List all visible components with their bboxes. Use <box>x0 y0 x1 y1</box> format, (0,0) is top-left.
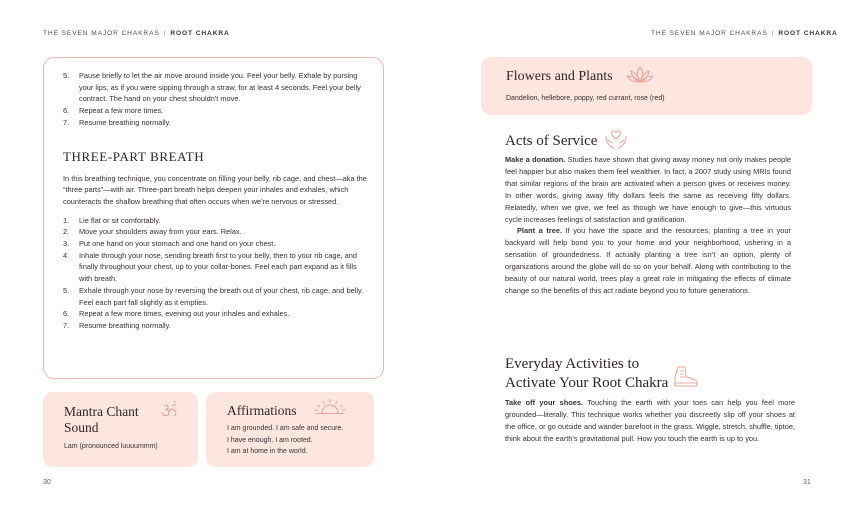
mantra-title-line2: Sound <box>64 420 99 435</box>
donation-lead: Make a donation. <box>505 155 566 164</box>
continued-step <box>63 105 369 117</box>
three-part-breath-step <box>63 238 369 250</box>
shoes-lead: Take off your shoes. <box>505 398 584 407</box>
step-text: Lie flat or sit comfortably. <box>79 215 161 225</box>
affirmations-card <box>206 392 374 467</box>
running-head <box>651 30 838 37</box>
affirmation-line: I am at home in the world. <box>227 448 308 455</box>
three-part-breath-step <box>63 226 369 238</box>
three-part-breath-step <box>63 250 369 285</box>
running-head-separator: | <box>771 30 775 37</box>
step-number: 3. <box>63 239 70 249</box>
running-head-chapter: ROOT CHAKRA <box>778 30 838 37</box>
affirmation-line: I am grounded. I am safe and secure. <box>227 425 344 432</box>
three-part-breath-step <box>63 308 369 320</box>
donation-paragraph <box>505 154 791 225</box>
mantra-card <box>43 392 198 467</box>
three-part-breath-steps <box>63 215 369 332</box>
affirmations-lines <box>227 423 343 458</box>
tree-text: If you have the space and the resources, planting a tree in your backyard will help bond you to your home and your neighborhood, ushering in a sensation of groundedness. If actually planting a tree isn’t an option, plenty of organizations around the globe will do so on your behalf. Along with contributing to the beauty of our natural world, trees play a great role in mitigating the effects of climate change so the benefits of this act radiate beyond you to future generations. <box>505 226 791 295</box>
step-number: 7. <box>63 117 70 127</box>
step-number: 4. <box>63 250 70 260</box>
sunrise-icon <box>313 398 347 416</box>
step-number: 5. <box>63 285 70 295</box>
mantra-title <box>64 404 139 436</box>
continued-step <box>63 117 369 129</box>
everyday-activities-body <box>505 397 795 445</box>
flowers-title: Flowers and Plants <box>506 69 613 84</box>
step-text: Repeat a few more times. <box>79 106 164 116</box>
right-page <box>427 0 855 513</box>
tree-paragraph <box>505 225 791 296</box>
lotus-icon <box>626 65 654 85</box>
step-text: Pause briefly to let the air move around inside you. Feel your belly. Exhale by pursing your lips, as if you were sipping through a straw, for at least 4 seconds. Feel your belly contract. The hand on your chest shouldn't move. <box>79 71 361 104</box>
running-head-chapter: ROOT CHAKRA <box>170 30 230 37</box>
left-page <box>0 0 427 513</box>
step-text: Put one hand on your stomach and one hand on your chest. <box>79 239 276 249</box>
page-number: 30 <box>43 479 51 486</box>
everyday-title-line2: Activate Your Root Chakra <box>505 375 669 391</box>
affirmation-line: I have enough. I am rooted. <box>227 436 313 444</box>
heart-hands-icon <box>604 128 628 150</box>
om-icon <box>160 400 180 418</box>
flowers-text: Dandelion, hellebore, poppy, red currant, rose (red) <box>506 95 665 102</box>
affirmations-title: Affirmations <box>227 403 297 418</box>
running-head-book: THE SEVEN MAJOR CHAKRAS <box>43 30 160 37</box>
step-number: 1. <box>63 215 70 225</box>
step-text: Move your shoulders away from your ears. Relax. <box>79 227 242 237</box>
step-number: 6. <box>63 106 70 116</box>
continued-step <box>63 70 369 105</box>
hiking-boot-icon <box>672 365 700 391</box>
three-part-breath-step <box>63 215 369 227</box>
three-part-breath-heading: THREE-PART BREATH <box>63 148 205 164</box>
donation-text: Studies have shown that giving away money not only makes people feel happier but also makes them feel wealthier. In fact, a 2007 study using MRIs found that similar regions of the brain are activated when a person gives or receives money. In other words, giving away fifty dollars feels the same as receiving fifty dollars. Relatedly, when we give, we feel as though we have enough to give—this virtuous cycle increases feelings of satisfaction and gratification. <box>505 155 791 224</box>
mantra-title-line1: Mantra Chant <box>64 404 139 419</box>
flowers-card <box>481 57 812 115</box>
everyday-activities-title <box>505 355 668 393</box>
continued-steps-list <box>63 70 369 129</box>
page-number: 31 <box>803 479 811 486</box>
step-text: Exhale through your nose by reversing the breath out of your chest, rib cage, and belly. Feel each part fall slightly as it empties. <box>79 285 364 307</box>
running-head-book: THE SEVEN MAJOR CHAKRAS <box>651 30 768 37</box>
tree-lead: Plant a tree. <box>517 226 563 236</box>
step-text: Repeat a few more times, evening out your inhales and exhales. <box>79 309 290 319</box>
acts-of-service-body <box>505 154 791 297</box>
step-text: Inhale through your nose, sending breath first to your belly, then to your rib cage, and finally throughout your chest, up to your collar-bones. Feel each part expand as it fills with breath. <box>79 250 358 284</box>
step-text: Resume breathing normally. <box>79 320 171 330</box>
step-number: 6. <box>63 309 70 319</box>
step-number: 7. <box>63 320 70 330</box>
three-part-breath-intro: In this breathing technique, you concentrate on filling your belly, rib cage, and chest—aka the “three parts”—with air. Three-part breath helps deepen your inhales and exhales, which counteracts the shallow breathing that often occurs when we’re nervous or stressed. <box>63 173 367 206</box>
breathing-box <box>43 57 384 379</box>
everyday-title-line1: Everyday Activities to <box>505 356 640 372</box>
acts-of-service-title: Acts of Service <box>505 133 598 149</box>
step-number: 2. <box>63 227 70 237</box>
running-head-separator: | <box>163 30 167 37</box>
step-text: Resume breathing normally. <box>79 117 171 127</box>
running-head <box>43 30 230 37</box>
shoes-text: Touching the earth with your toes can help you feel more grounded—literally. This technique works whether you discreetly slip off your shoes at the office, or go outside and wander barefoot in the grass. Wiggle, stretch, shuffle, tiptoe, think about the earth’s gravitational pull. How you touch the earth is up to you. <box>505 398 795 443</box>
step-number: 5. <box>63 71 70 80</box>
three-part-breath-step <box>63 285 369 308</box>
three-part-breath-step <box>63 320 369 332</box>
mantra-text: Lam (pronounced luuuummm) <box>64 443 158 450</box>
